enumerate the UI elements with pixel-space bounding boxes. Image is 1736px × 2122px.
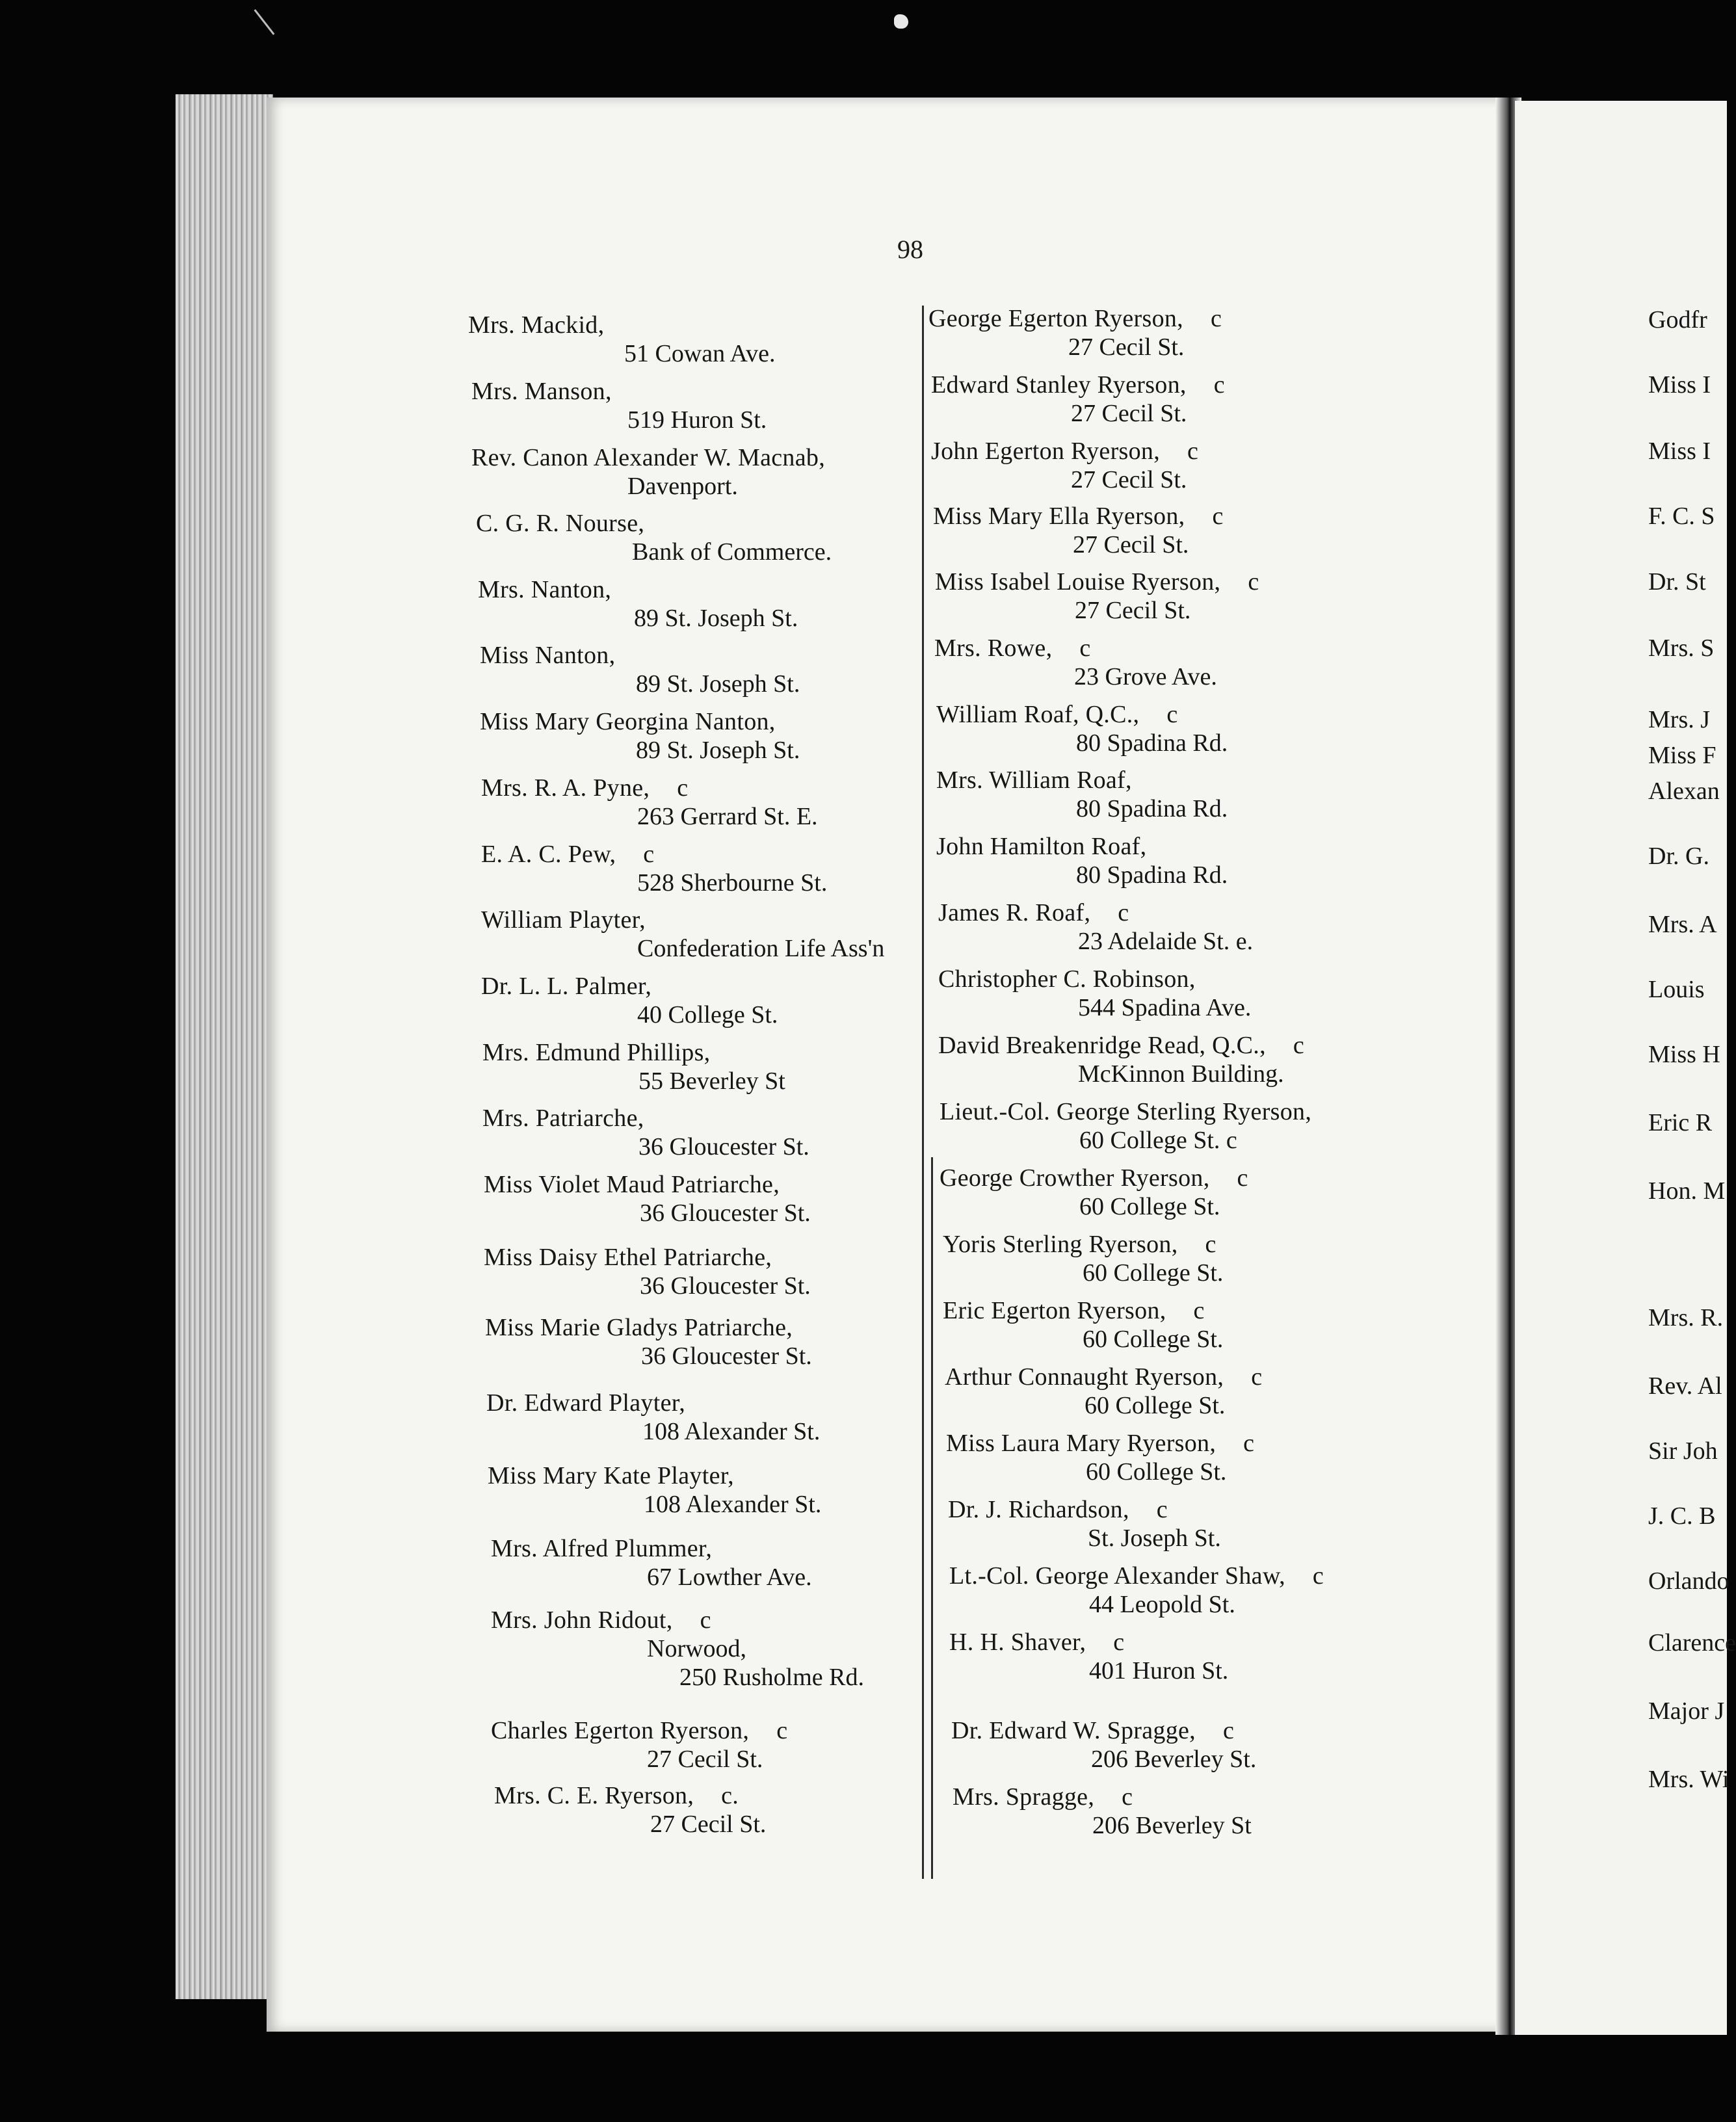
directory-entry: [484, 1243, 811, 1300]
facing-page-text-fragment: Mrs. S: [1648, 635, 1715, 662]
cardholder-mark: c: [677, 774, 689, 802]
cardholder-mark: c: [1248, 568, 1259, 596]
entry-name-text: Miss Laura Mary Ryerson,: [946, 1430, 1217, 1457]
entry-address: Davenport.: [627, 473, 738, 500]
directory-entry: [940, 1097, 1311, 1155]
directory-entry: [485, 1313, 812, 1370]
directory-entry: [938, 1031, 1304, 1088]
entry-address: McKinnon Building.: [1078, 1060, 1284, 1088]
directory-entry: [945, 1363, 1262, 1420]
cardholder-mark: c: [776, 1717, 788, 1744]
entry-name-text: Mrs. Manson,: [471, 378, 612, 405]
entry-address: Norwood,: [647, 1635, 747, 1662]
directory-entry: [481, 972, 778, 1029]
entry-name-text: Miss Marie Gladys Patriarche,: [485, 1314, 793, 1341]
entry-address: 80 Spadina Rd.: [1076, 795, 1228, 822]
directory-entry: [940, 1164, 1248, 1221]
entry-name-text: C. G. R. Nourse,: [476, 510, 645, 537]
entry-name-text: William Playter,: [481, 906, 646, 934]
entry-name: [943, 1230, 1223, 1259]
entry-name-text: John Egerton Ryerson,: [931, 438, 1161, 465]
dust-speck: [894, 14, 908, 29]
entry-name: [491, 1606, 864, 1634]
entry-name-text: George Crowther Ryerson,: [940, 1164, 1210, 1192]
entry-address: 401 Huron St.: [1089, 1657, 1229, 1684]
cardholder-mark: c: [1156, 1496, 1168, 1523]
facing-page-text-fragment: Hon. M: [1648, 1177, 1726, 1205]
directory-entry: [948, 1495, 1221, 1552]
directory-entry: [933, 502, 1224, 559]
film-scratch: [254, 9, 275, 35]
entry-address: 60 College St.: [1083, 1259, 1224, 1287]
entry-name-text: Lieut.-Col. George Sterling Ryerson,: [940, 1098, 1312, 1125]
entry-name-text: Miss Daisy Ethel Patriarche,: [484, 1244, 772, 1271]
entry-name-text: Edward Stanley Ryerson,: [931, 371, 1187, 399]
facing-page-text-fragment: Dr. St: [1648, 568, 1706, 596]
directory-entry: [476, 509, 832, 566]
entry-name-text: Mrs. R. A. Pyne,: [481, 774, 650, 802]
entry-address: 60 College St.: [1086, 1458, 1227, 1486]
entry-address: 36 Gloucester St.: [641, 1343, 812, 1370]
entry-name: [485, 1313, 812, 1342]
entry-name-text: Miss Violet Maud Patriarche,: [484, 1171, 780, 1198]
facing-page-text-fragment: Mrs. J: [1648, 706, 1711, 733]
entry-address: 528 Sherbourne St.: [637, 869, 828, 897]
cardholder-mark: c: [1212, 503, 1224, 530]
entry-address: 89 St. Joseph St.: [636, 737, 800, 764]
directory-entry: [953, 1783, 1252, 1840]
entry-name: [936, 766, 1228, 794]
entry-address: 89 St. Joseph St.: [634, 605, 798, 632]
entry-name-text: Mrs. Alfred Plummer,: [491, 1535, 713, 1562]
directory-entry: [486, 1389, 820, 1446]
cardholder-mark: c: [1193, 1297, 1205, 1324]
facing-page-text-fragment: Rev. Al: [1648, 1372, 1722, 1400]
entry-name: [482, 1104, 809, 1133]
entry-address: 108 Alexander St.: [644, 1491, 822, 1518]
facing-page-text-fragment: Mrs. A: [1648, 911, 1717, 938]
entry-name-text: Mrs. Edmund Phillips,: [482, 1039, 711, 1066]
facing-page-text-fragment: Major J: [1648, 1697, 1725, 1725]
directory-entry: [946, 1429, 1254, 1486]
entry-name: [949, 1562, 1324, 1590]
entry-name: [491, 1534, 812, 1563]
directory-entry: [478, 575, 798, 633]
entry-address: 519 Huron St.: [627, 406, 767, 434]
cardholder-mark: c: [1237, 1164, 1248, 1192]
entry-address: 108 Alexander St.: [642, 1418, 821, 1445]
facing-page-text-fragment: Dr. G.: [1648, 843, 1709, 870]
entry-name: [471, 377, 767, 406]
entry-address: 60 College St.: [1079, 1193, 1220, 1220]
entry-name: [476, 509, 832, 538]
entry-name: [938, 965, 1251, 993]
entry-name-text: Miss Nanton,: [480, 642, 616, 669]
page-number: 98: [897, 235, 923, 264]
entry-name-text: Arthur Connaught Ryerson,: [945, 1363, 1224, 1391]
cardholder-mark: c: [643, 841, 655, 868]
directory-entry: [491, 1716, 787, 1774]
entry-name-text: Dr. L. L. Palmer,: [481, 973, 652, 1000]
entry-name-text: Dr. J. Richardson,: [948, 1496, 1129, 1523]
entry-name-text: Miss Mary Ella Ryerson,: [933, 503, 1185, 530]
entry-name-text: Miss Mary Georgina Nanton,: [480, 708, 776, 735]
entry-name: [481, 840, 827, 869]
entry-address: 40 College St.: [637, 1001, 778, 1028]
entry-name-text: Miss Mary Kate Playter,: [488, 1462, 734, 1489]
facing-page-text-fragment: Miss H: [1648, 1041, 1720, 1068]
entry-name: [488, 1461, 821, 1490]
cardholder-mark: c: [1293, 1032, 1305, 1059]
entry-name-text: Miss Isabel Louise Ryerson,: [935, 568, 1221, 596]
entry-address: 27 Cecil St.: [1073, 531, 1189, 558]
entry-name: [928, 304, 1222, 333]
entry-name-text: Yoris Sterling Ryerson,: [943, 1231, 1178, 1258]
facing-page-text-fragment: Eric R: [1648, 1109, 1713, 1136]
directory-entry: [936, 766, 1228, 823]
entry-name: [943, 1296, 1223, 1325]
directory-entry: [481, 774, 818, 831]
facing-page-text-fragment: Godfr: [1648, 306, 1707, 334]
directory-entry: [949, 1562, 1324, 1619]
entry-address: 89 St. Joseph St.: [636, 670, 800, 698]
cardholder-mark: c: [1243, 1430, 1255, 1457]
entry-name-text: Mrs. John Ridout,: [491, 1606, 673, 1634]
entry-address: 27 Cecil St.: [1071, 466, 1187, 493]
entry-name: [933, 502, 1224, 530]
entry-name: [946, 1429, 1254, 1458]
entry-address: 27 Cecil St.: [647, 1746, 763, 1773]
entry-name-text: Mrs. Rowe,: [934, 635, 1053, 662]
cardholder-mark: c: [1187, 438, 1199, 465]
directory-entry: [928, 304, 1222, 361]
directory-entry: [491, 1534, 812, 1592]
entry-address: 36 Gloucester St.: [638, 1133, 809, 1160]
book-page: [267, 98, 1512, 2032]
entry-address: 27 Cecil St.: [1071, 400, 1187, 427]
cardholder-mark: c: [1113, 1629, 1125, 1656]
page-edges: [176, 94, 273, 1999]
facing-page-text-fragment: Sir Joh: [1648, 1437, 1718, 1465]
entry-name: [931, 437, 1198, 465]
directory-entry: [936, 832, 1228, 889]
entry-address: 206 Beverley St.: [1091, 1746, 1257, 1773]
cardholder-mark: c.: [721, 1782, 739, 1809]
entry-name: [945, 1363, 1262, 1391]
entry-name: [481, 774, 818, 802]
entry-address: Confederation Life Ass'n: [637, 935, 885, 962]
entry-address: 80 Spadina Rd.: [1076, 861, 1228, 889]
facing-page-text-fragment: J. C. B: [1648, 1502, 1716, 1530]
entry-name-text: Lt.-Col. George Alexander Shaw,: [949, 1562, 1285, 1590]
directory-entry: [481, 906, 884, 963]
entry-name: [936, 700, 1228, 729]
facing-page-text-fragment: Miss I: [1648, 438, 1711, 465]
entry-name-text: James R. Roaf,: [938, 899, 1091, 926]
entry-name: [468, 311, 776, 339]
directory-entry: [480, 707, 800, 765]
entry-address: 80 Spadina Rd.: [1076, 729, 1228, 757]
cardholder-mark: c: [700, 1606, 711, 1634]
entry-name-text: Christopher C. Robinson,: [938, 965, 1196, 993]
entry-name-text: Mrs. Mackid,: [468, 311, 605, 339]
entry-name-text: E. A. C. Pew,: [481, 841, 616, 868]
entry-address: 263 Gerrard St. E.: [637, 803, 818, 830]
entry-name-text: Mrs. Spragge,: [953, 1783, 1095, 1811]
entry-name: [494, 1781, 766, 1810]
entry-name: [938, 1031, 1304, 1060]
cardholder-mark: c: [1166, 701, 1178, 728]
cardholder-mark: c: [1312, 1562, 1324, 1590]
facing-page-text-fragment: Mrs. R.: [1648, 1304, 1724, 1331]
entry-address: 55 Beverley St: [638, 1068, 785, 1095]
entry-name: [948, 1495, 1221, 1524]
cardholder-mark: c: [1118, 899, 1129, 926]
cardholder-mark: c: [1223, 1717, 1235, 1744]
entry-name-text: John Hamilton Roaf,: [936, 833, 1147, 860]
entry-name: [481, 906, 884, 934]
facing-page-text-fragment: Alexan: [1648, 778, 1720, 805]
directory-entry: [934, 634, 1217, 691]
entry-address: 27 Cecil St.: [1075, 597, 1191, 624]
cardholder-mark: c: [1122, 1783, 1133, 1811]
directory-entry: [471, 377, 767, 434]
directory-entry: [943, 1296, 1223, 1354]
entry-name-text: Mrs. Patriarche,: [482, 1105, 644, 1132]
entry-address: 36 Gloucester St.: [640, 1199, 811, 1227]
directory-entry: [949, 1628, 1228, 1685]
directory-entry: [943, 1230, 1223, 1287]
facing-page-text-fragment: Louis: [1648, 976, 1705, 1003]
cardholder-mark: c: [1205, 1231, 1217, 1258]
entry-name-text: Eric Egerton Ryerson,: [943, 1297, 1166, 1324]
entry-address: 36 Gloucester St.: [640, 1272, 811, 1300]
entry-address: Bank of Commerce.: [632, 538, 832, 566]
entry-name-text: Mrs. William Roaf,: [936, 766, 1132, 794]
entry-name: [953, 1783, 1252, 1811]
entry-address: 44 Leopold St.: [1089, 1591, 1235, 1618]
cardholder-mark: c: [1213, 371, 1225, 399]
cardholder-mark: c: [1251, 1363, 1263, 1391]
facing-page-text-fragment: Miss I: [1648, 371, 1711, 399]
directory-entry: [480, 641, 800, 698]
directory-entry: [484, 1170, 811, 1227]
directory-entry: [481, 840, 827, 897]
facing-page-text-fragment: Mrs. Wi: [1648, 1766, 1729, 1793]
column-rule: [922, 306, 924, 1879]
directory-entry: [491, 1606, 864, 1692]
directory-entry: [931, 437, 1198, 494]
entry-name: [481, 972, 778, 1001]
entry-address: 27 Cecil St.: [650, 1811, 767, 1838]
entry-name: [480, 641, 800, 670]
directory-entry: [938, 965, 1251, 1022]
entry-name-text: George Egerton Ryerson,: [928, 305, 1183, 332]
directory-entry: [482, 1038, 785, 1095]
entry-name-text: William Roaf, Q.C.,: [936, 701, 1140, 728]
entry-name: [480, 707, 800, 736]
column-rule-lower: [931, 1157, 933, 1879]
cardholder-mark: c: [1210, 305, 1222, 332]
entry-name: [949, 1628, 1228, 1657]
entry-name-text: Dr. Edward W. Spragge,: [951, 1717, 1196, 1744]
entry-address: 67 Lowther Ave.: [647, 1564, 812, 1591]
entry-address: 23 Adelaide St. e.: [1078, 928, 1254, 955]
facing-page-text-fragment: Miss F: [1648, 742, 1716, 769]
facing-page-text-fragment: F. C. S: [1648, 503, 1715, 530]
directory-entry: [494, 1781, 766, 1839]
entry-address: 544 Spadina Ave.: [1078, 994, 1252, 1021]
directory-entry: [488, 1461, 821, 1519]
directory-entry: [951, 1716, 1256, 1774]
entry-name-text: Dr. Edward Playter,: [486, 1389, 685, 1417]
entry-address: 27 Cecil St.: [1068, 334, 1185, 361]
entry-name: [935, 568, 1259, 596]
directory-entry: [936, 700, 1228, 757]
entry-name: [936, 832, 1228, 861]
directory-entry: [468, 311, 776, 368]
entry-name: [482, 1038, 785, 1067]
directory-entry: [935, 568, 1259, 625]
entry-address: 206 Beverley St: [1092, 1812, 1252, 1839]
cardholder-mark: c: [1079, 635, 1091, 662]
entry-name: [938, 898, 1253, 927]
directory-entry: [482, 1104, 809, 1161]
entry-name-text: Mrs. Nanton,: [478, 576, 612, 603]
entry-address: 60 College St. c: [1079, 1127, 1237, 1154]
facing-page-text-fragment: Clarence: [1648, 1629, 1736, 1657]
entry-name: [486, 1389, 820, 1417]
entry-name: [934, 634, 1217, 662]
entry-address: 60 College St.: [1085, 1392, 1226, 1419]
entry-name-text: David Breakenridge Read, Q.C.,: [938, 1032, 1266, 1059]
entry-name-text: Charles Egerton Ryerson,: [491, 1717, 750, 1744]
entry-name: [951, 1716, 1256, 1745]
entry-name-text: Rev. Canon Alexander W. Macnab,: [471, 444, 825, 471]
entry-name: [484, 1243, 811, 1272]
entry-name: [940, 1097, 1311, 1126]
entry-name: [471, 443, 825, 472]
entry-name: [931, 371, 1225, 399]
entry-name: [484, 1170, 811, 1199]
entry-address: St. Joseph St.: [1088, 1525, 1221, 1552]
entry-address-line2: 250 Rusholme Rd.: [679, 1664, 864, 1691]
directory-entry: [471, 443, 825, 501]
entry-name-text: Mrs. C. E. Ryerson,: [494, 1782, 694, 1809]
entry-address: 60 College St.: [1083, 1326, 1224, 1353]
entry-name-text: H. H. Shaver,: [949, 1629, 1086, 1656]
entry-name: [491, 1716, 787, 1745]
entry-address: 51 Cowan Ave.: [624, 340, 776, 367]
entry-name: [940, 1164, 1248, 1192]
directory-entry: [931, 371, 1225, 428]
directory-entry: [938, 898, 1253, 956]
entry-name: [478, 575, 798, 604]
entry-address: 23 Grove Ave.: [1074, 663, 1217, 690]
facing-page-text-fragment: Orlando: [1648, 1567, 1729, 1595]
